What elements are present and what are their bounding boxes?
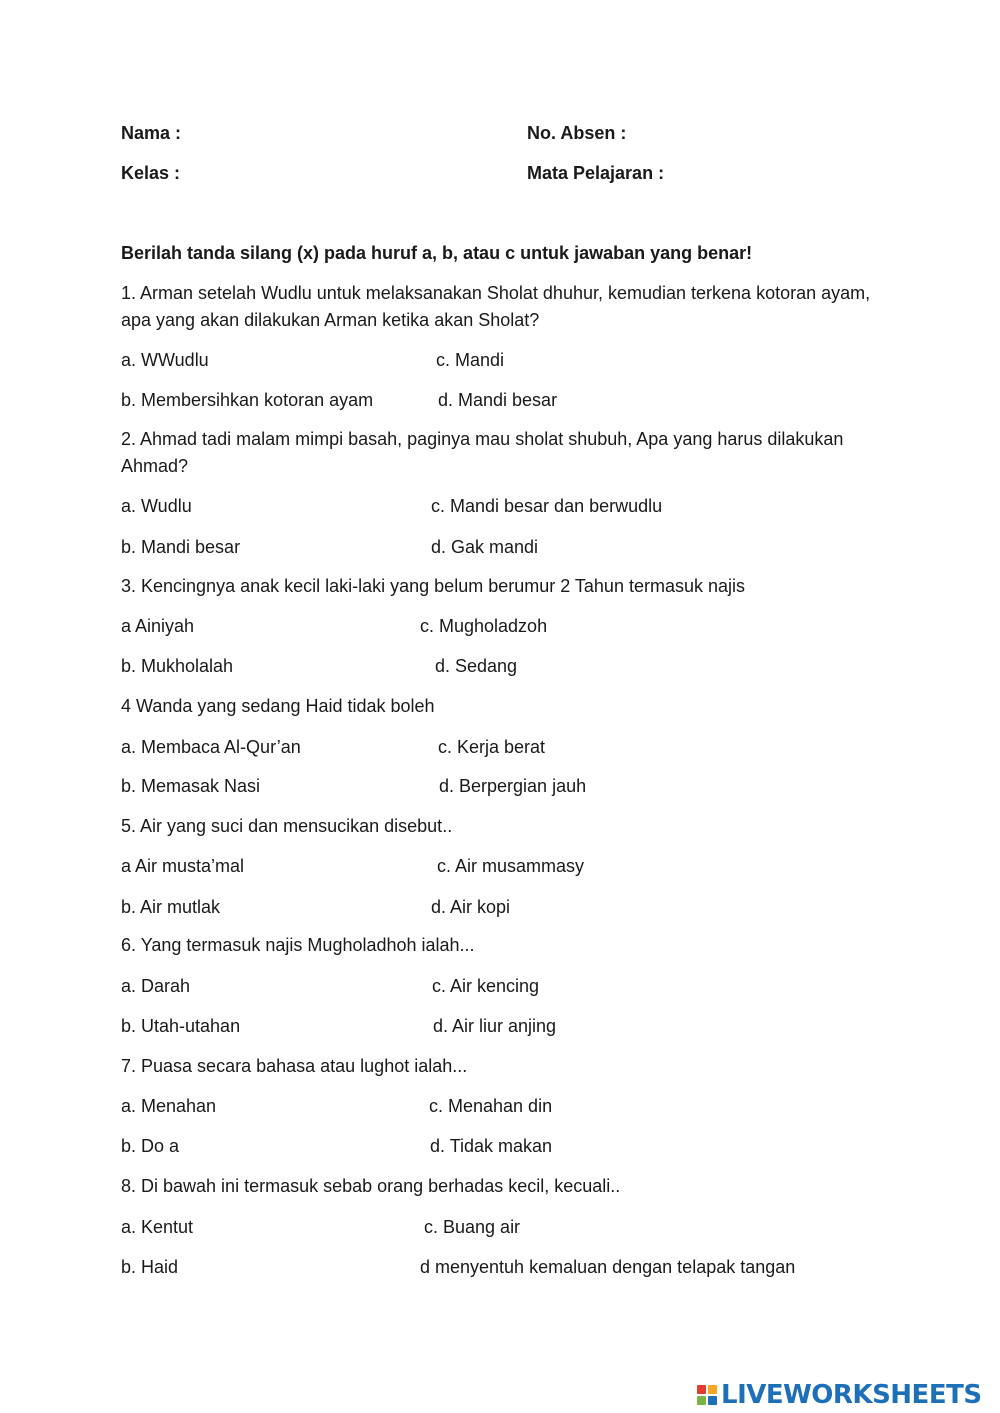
q2-option-a[interactable]: a. Wudlu [121, 496, 192, 516]
logo-letter-e [708, 1396, 717, 1405]
q1-option-c[interactable]: c. Mandi [436, 350, 505, 370]
logo-letter-l [697, 1385, 706, 1394]
q8-option-d[interactable]: d menyentuh kemaluan dengan telapak tangan [420, 1257, 796, 1277]
q5-option-d[interactable]: d. Air kopi [431, 897, 511, 917]
question-7: 7. Puasa secara bahasa atau lughot ialah... [121, 1056, 468, 1076]
liveworksheets-logo-text: LIVEWORKSHEETS [721, 1380, 982, 1410]
logo-letter-v [697, 1396, 706, 1405]
q1-option-d[interactable]: d. Mandi besar [438, 390, 558, 410]
liveworksheets-logo-icon [697, 1385, 717, 1405]
q3-option-d[interactable]: d. Sedang [435, 656, 518, 676]
q5-option-c[interactable]: c. Air musammasy [437, 856, 585, 876]
q2-option-c[interactable]: c. Mandi besar dan berwudlu [431, 496, 663, 516]
q7-option-a[interactable]: a. Menahan [121, 1096, 217, 1116]
instruction: Berilah tanda silang (x) pada huruf a, b, atau c untuk jawaban yang benar! [121, 243, 753, 263]
q3-option-b[interactable]: b. Mukholalah [121, 656, 234, 676]
question-6: 6. Yang termasuk najis Mugholadhoh ialah... [121, 935, 475, 955]
q1-option-b[interactable]: b. Membersihkan kotoran ayam [121, 390, 374, 410]
q6-option-d[interactable]: d. Air liur anjing [433, 1016, 557, 1036]
no-absen-label: No. Absen : [527, 123, 627, 143]
question-8: 8. Di bawah ini termasuk sebab orang berhadas kecil, kecuali.. [121, 1176, 621, 1196]
q5-option-a[interactable]: a Air musta’mal [121, 856, 245, 876]
question-2: 2. Ahmad tadi malam mimpi basah, paginya mau sholat shubuh, Apa yang harus dilakukan Ahmad? [121, 429, 844, 476]
q6-option-c[interactable]: c. Air kencing [432, 976, 540, 996]
q3-option-c[interactable]: c. Mugholadzoh [420, 616, 548, 636]
q4-option-c[interactable]: c. Kerja berat [438, 737, 546, 757]
mata-pelajaran-label: Mata Pelajaran : [527, 163, 665, 183]
q7-option-c[interactable]: c. Menahan din [429, 1096, 553, 1116]
q7-option-b[interactable]: b. Do a [121, 1136, 180, 1156]
q4-option-b[interactable]: b. Memasak Nasi [121, 776, 261, 796]
q8-option-a[interactable]: a. Kentut [121, 1217, 194, 1237]
nama-label: Nama : [121, 123, 182, 143]
q2-option-d[interactable]: d. Gak mandi [431, 537, 539, 557]
question-3: 3. Kencingnya anak kecil laki-laki yang belum berumur 2 Tahun termasuk najis [121, 576, 745, 596]
q2-option-b[interactable]: b. Mandi besar [121, 537, 241, 557]
q5-option-b[interactable]: b. Air mutlak [121, 897, 221, 917]
q4-option-d[interactable]: d. Berpergian jauh [439, 776, 587, 796]
question-4: 4 Wanda yang sedang Haid tidak boleh [121, 696, 435, 716]
question-5: 5. Air yang suci dan mensucikan disebut.. [121, 816, 453, 836]
logo-letter-i [708, 1385, 717, 1394]
q6-option-b[interactable]: b. Utah-utahan [121, 1016, 241, 1036]
question-1: 1. Arman setelah Wudlu untuk melaksanakan Sholat dhuhur, kemudian terkena kotoran ayam, apa yang akan dilakukan Arman ketika akan Sholat? [121, 283, 871, 330]
liveworksheets-logo [697, 1381, 982, 1409]
q8-option-b[interactable]: b. Haid [121, 1257, 179, 1277]
q7-option-d[interactable]: d. Tidak makan [430, 1136, 553, 1156]
q8-option-c[interactable]: c. Buang air [424, 1217, 521, 1237]
kelas-label: Kelas : [121, 163, 181, 183]
q3-option-a[interactable]: a Ainiyah [121, 616, 195, 636]
q4-option-a[interactable]: a. Membaca Al-Qur’an [121, 737, 301, 757]
q1-option-a[interactable]: a. WWudlu [121, 350, 209, 370]
q6-option-a[interactable]: a. Darah [121, 976, 191, 996]
